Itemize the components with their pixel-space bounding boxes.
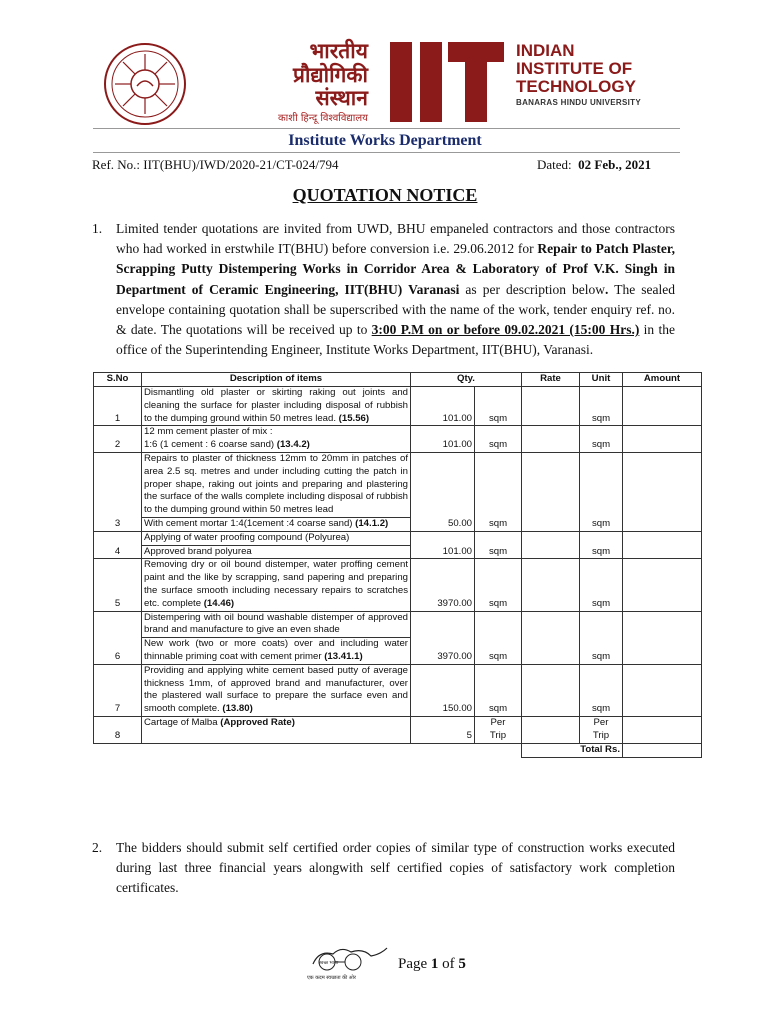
cell-qty: 101.00 [411, 426, 475, 453]
table-row [94, 531, 702, 559]
cell-amount [623, 611, 702, 664]
cell-rate [522, 664, 580, 716]
cell-unit: sqm [580, 664, 623, 716]
cell-sno: 1 [94, 387, 142, 426]
cell-rate [522, 531, 580, 559]
header-unit: Unit [580, 373, 623, 387]
cell-rate [522, 387, 580, 426]
cell-qty: 101.00 [411, 387, 475, 426]
cell-amount [623, 426, 702, 453]
table-row [94, 664, 702, 716]
cell-qty-unit: sqm [475, 426, 522, 453]
p1-work-title: Repair to Patch Plaster, Scrapping Putty Distempering Works in Corridor Area & Laboratory of Prof V.K. Singh in Department of Ceramic Engineering, IIT(BHU) Varanasi [116, 241, 675, 297]
cell-description: Providing and applying white cement based putty of average thickness 1mm, of approved brand and manufacturer, over the plastered wall surface to prepare the surface even and smooth complete. (13.80) [142, 664, 411, 716]
paragraph-1-number: 1. [92, 221, 103, 236]
table-row [94, 559, 702, 611]
cell-amount [623, 716, 702, 743]
p1-text-d: . [605, 281, 609, 297]
cell-sno: 3 [94, 452, 142, 531]
dated-value: 02 Feb., 2021 [578, 157, 652, 172]
cell-amount [623, 452, 702, 531]
paragraph-2-number: 2. [92, 840, 103, 855]
cell-amount [623, 531, 702, 559]
items-table [93, 372, 702, 758]
cell-qty: 3970.00 [411, 611, 475, 664]
paragraph-1 [92, 219, 675, 360]
cell-description: Removing dry or oil bound distemper, water proffing cement paint and the like by scrapping, sand papering and preparing the surface smooth including necessary repairs to scratches etc. complete (14.46) [142, 559, 411, 611]
cell-rate [522, 452, 580, 531]
cell-amount [623, 387, 702, 426]
cell-qty-unit: sqm [475, 611, 522, 664]
header-rule [93, 128, 680, 129]
table-row [94, 452, 702, 531]
cell-qty: 3970.00 [411, 559, 475, 611]
cell-description: Dismantling old plaster or skirting raking out joints and cleaning the surface for plaster including disposal of rubbish to the dumping ground within 50 metres lead. (15.56) [142, 387, 411, 426]
total-pages: 5 [458, 956, 466, 972]
cell-unit: sqm [580, 611, 623, 664]
p1-text-e: The sealed envelope containing quotation shall be superscribed with the name of the work, tender enquiry ref. no. & date. The quotations will be received up to [116, 281, 675, 338]
cell-description: Cartage of Malba (Approved Rate) [142, 716, 411, 743]
current-page: 1 [430, 956, 439, 972]
bhu-seal-logo [103, 42, 187, 126]
hindi-line-2: प्रौद्योगिकी [293, 62, 368, 87]
iit-name-line-4: BANARAS HINDU UNIVERSITY [516, 97, 641, 107]
cell-unit: Per Trip [580, 716, 623, 743]
item-code: (Approved Rate) [220, 716, 295, 728]
cell-qty: 50.00 [411, 452, 475, 531]
cell-unit: sqm [580, 426, 623, 453]
iit-name-line-2: INSTITUTE OF [516, 58, 633, 78]
table-row [94, 611, 702, 664]
department-title: Institute Works Department [288, 132, 482, 149]
header-description: Description of items [142, 373, 411, 387]
hindi-line-4: काशी हिन्दू विश्वविद्यालय [278, 112, 368, 124]
cell-unit: sqm [580, 452, 623, 531]
iit-name-line-3: TECHNOLOGY [516, 76, 636, 96]
item-code: (15.56) [338, 412, 370, 424]
notice-title: QUOTATION NOTICE [292, 185, 478, 205]
cell-sno: 8 [94, 716, 142, 743]
swachh-bharat-logo [305, 942, 390, 982]
cell-unit: sqm [580, 387, 623, 426]
p1-text-a: Limited tender quotations are invited from UWD, BHU empaneled contractors and those contractors who had worked in erstwhile IT(BHU) before conversion i.e. 29.06.2012 for [116, 221, 675, 257]
paragraph-2-text: The bidders should submit self certified order copies of similar type of construction works executed during last three financial years alongwith self certified copies of satisfactory work completion certificates. [116, 840, 675, 896]
table-row [94, 716, 702, 743]
header-qty: Qty. [411, 373, 522, 387]
cell-qty: 5 [411, 716, 475, 743]
cell-sno: 6 [94, 611, 142, 664]
hindi-institute-name [278, 40, 368, 124]
total-row [94, 743, 702, 757]
cell-amount [623, 559, 702, 611]
cell-qty-unit: sqm [475, 559, 522, 611]
cell-description: Distempering with oil bound washable distemper of approved brand and manufacture to give an even shade New work (two or more coats) over and including water thinnable priming coat with cement primer (13.41.1) [142, 611, 411, 664]
table-row [94, 387, 702, 426]
dated-label: Dated: [537, 157, 572, 172]
cell-sno: 7 [94, 664, 142, 716]
cell-qty: 150.00 [411, 664, 475, 716]
swachh-text: स्वच्छ भारत [319, 961, 339, 966]
reference-number: Ref. No.: IIT(BHU)/IWD/2020-21/CT-024/794 [92, 157, 339, 172]
item-code: (14.46) [203, 597, 235, 609]
item-code: (14.1.2) [355, 517, 389, 529]
cell-amount [623, 664, 702, 716]
cell-qty-unit: sqm [475, 387, 522, 426]
p1-deadline: 3:00 P.M on or before 09.02.2021 (15:00 Hrs.) [371, 322, 640, 338]
paragraph-2 [92, 838, 675, 899]
dated [537, 157, 651, 173]
cell-sno: 2 [94, 426, 142, 453]
page-number: Page 1 of 5 [398, 956, 466, 972]
cell-unit: sqm [580, 531, 623, 559]
cell-description: Applying of water proofing compound (Polyurea) Approved brand polyurea [142, 531, 411, 559]
item-code: (13.4.2) [276, 439, 310, 451]
iit-logo [388, 40, 506, 124]
cell-rate [522, 559, 580, 611]
cell-unit: sqm [580, 559, 623, 611]
hindi-line-1: भारतीय [309, 39, 368, 63]
hindi-line-3: संस्थान [315, 86, 368, 111]
iit-logo-letters: IIT [388, 40, 390, 41]
cell-qty-unit: Per Trip [475, 716, 522, 743]
cell-description: 12 mm cement plaster of mix : 1:6 (1 cement : 6 coarse sand) (13.4.2) [142, 426, 411, 453]
iit-english-name [516, 42, 641, 107]
cell-rate [522, 426, 580, 453]
header-rate: Rate [522, 373, 580, 387]
swachh-tagline: एक कदम स्वच्छता की ओर [307, 975, 356, 981]
cell-qty-unit: sqm [475, 664, 522, 716]
cell-qty-unit: sqm [475, 452, 522, 531]
total-amount [623, 743, 702, 757]
cell-rate [522, 611, 580, 664]
item-code: (13.41.1) [324, 650, 363, 662]
department-rule [93, 152, 680, 153]
cell-sno: 5 [94, 559, 142, 611]
cell-description: Repairs to plaster of thickness 12mm to 20mm in patches of area 2.5 sq. metres and under including cutting the patch in proper shape, raking out joints and preparing and plastering the surface of the walls complete including disposal of rubbish to the dumping ground within 50 metres lead With cement mortar 1:4(1cement :4 coarse sand) (14.1.2) [142, 452, 411, 531]
table-header-row [94, 373, 702, 387]
header-amount: Amount [623, 373, 702, 387]
cell-qty-unit: sqm [475, 531, 522, 559]
iit-name-line-1: INDIAN [516, 41, 575, 60]
header-sno: S.No [94, 373, 142, 387]
table-row [94, 426, 702, 453]
p1-text-c: as per description below [459, 281, 606, 297]
p1-text-g: in the office of the Superintending Engineer, Institute Works Department, IIT(BHU), Varanasi. [116, 322, 675, 358]
item-code: (13.80) [222, 703, 253, 715]
cell-rate [522, 716, 580, 743]
cell-sno: 4 [94, 531, 142, 559]
total-label: Total Rs. [522, 743, 623, 757]
cell-qty: 101.00 [411, 531, 475, 559]
